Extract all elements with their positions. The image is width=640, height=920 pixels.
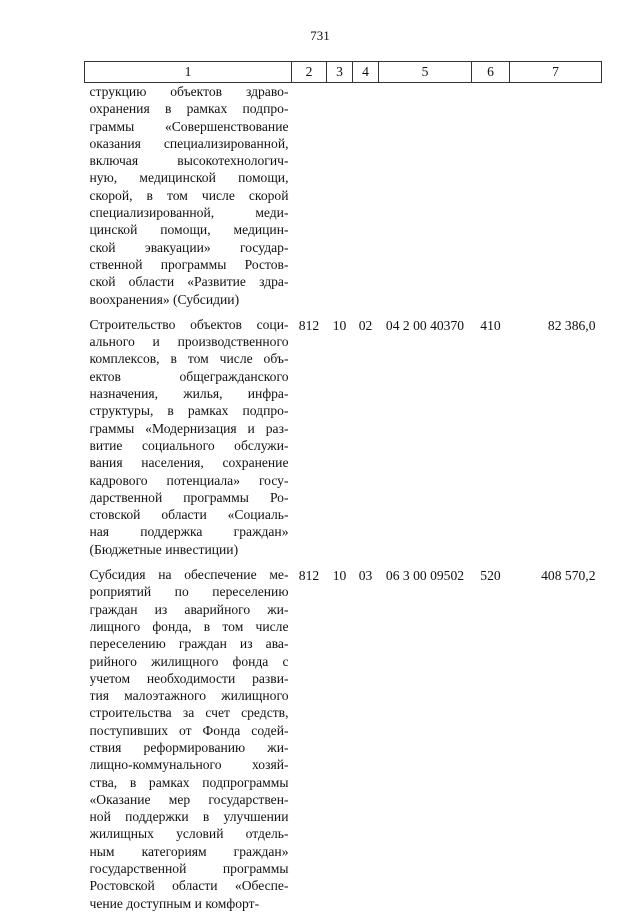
ministry-code: [292, 83, 327, 316]
description-line: скорой, в том числе скорой: [89, 187, 289, 203]
description-line: тия малоэтажного жилищного: [89, 688, 289, 704]
header-col-2: 2: [292, 62, 327, 83]
description-line: рийного жилищного фонда с: [89, 653, 289, 669]
description-line: роприятий по переселению: [89, 584, 289, 600]
target-article-code: 04 2 00 40370: [385, 317, 465, 333]
table-row: [85, 83, 602, 316]
description-line: лищно-коммунального хозяй-: [89, 757, 289, 773]
description-line: (Бюджетные инвестиции): [89, 541, 239, 557]
expense-type-code: 520: [480, 568, 501, 584]
description-line: ектов общегражданского: [89, 368, 289, 384]
description-line: Ростовской области «Обеспе-: [89, 878, 289, 894]
description-line: Строительство объектов соци-: [89, 316, 289, 332]
description-line: строительства за счет средств,: [89, 705, 289, 721]
page-number: 731: [310, 28, 330, 43]
description-line: специализированной, меди-: [89, 205, 289, 221]
subsection-code: [353, 83, 379, 316]
description-line: государственной программы: [89, 861, 289, 877]
description-line: ным категориям граждан»: [89, 843, 289, 859]
amount: 82 386,0: [547, 317, 596, 333]
expense-type-code: [472, 83, 510, 316]
header-col-7: 7: [510, 62, 602, 83]
budget-table: [84, 61, 602, 920]
description-line: ной поддержки в улучшении: [89, 809, 289, 825]
description-line: назначения, жилья, инфра-: [89, 386, 289, 402]
section-code: [327, 83, 353, 316]
description-line: ную, медицинской помощи,: [89, 170, 289, 186]
description-line: воохранения» (Субсидии): [89, 291, 240, 307]
description-line: ствия реформированию жи-: [89, 739, 289, 755]
subsection-code: 03: [358, 568, 373, 584]
description-line: кадрового потенциала» госу-: [89, 472, 289, 488]
expense-type-code: 410: [480, 317, 501, 333]
section-code: 10: [332, 568, 347, 584]
description-line: стовской области «Социаль-: [89, 507, 289, 523]
header-col-5: 5: [379, 62, 472, 83]
description-line: струкцию объектов здраво-: [89, 84, 289, 99]
description-line: чение доступным и комфорт-: [89, 895, 260, 911]
header-col-6: 6: [472, 62, 510, 83]
description-line: комплексов, в том числе объ-: [89, 351, 289, 367]
row-description: [85, 83, 292, 316]
description-line: граммы «Модернизация и раз-: [89, 420, 289, 436]
row-description: [85, 566, 292, 920]
description-line: Субсидия на обеспечение ме-: [89, 567, 289, 583]
description-line: переселению граждан из ава-: [89, 636, 289, 652]
description-line: цинской помощи, медицин-: [89, 222, 289, 238]
amount: 408 570,2: [541, 568, 596, 584]
header-col-4: 4: [353, 62, 379, 83]
description-line: охранения в рамках подпро-: [89, 101, 289, 117]
header-col-1: 1: [85, 62, 292, 83]
table-row: [85, 316, 602, 566]
description-line: ства, в рамках подпрограммы: [89, 774, 289, 790]
target-article-code: 06 3 00 09502: [385, 568, 465, 584]
row-description: [85, 316, 292, 566]
description-line: ской эвакуации» государ-: [89, 239, 289, 255]
header-col-3: 3: [327, 62, 353, 83]
description-line: дарственной программы Ро-: [89, 489, 289, 505]
ministry-code: 812: [298, 317, 320, 333]
description-line: лищного фонда, в том числе: [89, 618, 289, 634]
table-row: [85, 566, 602, 920]
subsection-code: 02: [358, 317, 373, 333]
description-line: граммы «Совершенствование: [89, 118, 289, 134]
description-line: ная поддержка граждан»: [89, 524, 289, 540]
description-line: оказания специализированной,: [89, 135, 289, 151]
description-line: учетом необходимости разви-: [89, 670, 289, 686]
description-line: включая высокотехнологич-: [89, 153, 289, 169]
amount: [510, 83, 602, 316]
description-line: «Оказание мер государствен-: [89, 791, 289, 807]
ministry-code: 812: [298, 568, 320, 584]
description-line: ственной программы Ростов-: [89, 256, 289, 272]
description-line: вания населения, сохранение: [89, 455, 289, 471]
description-line: витие социального обслужи-: [89, 437, 289, 453]
description-line: ального и производственного: [89, 334, 289, 350]
description-line: структуры, в рамках подпро-: [89, 403, 289, 419]
target-article-code: [379, 83, 472, 316]
header-row: [85, 62, 602, 83]
section-code: 10: [332, 317, 347, 333]
description-line: поступивших от Фонда содей-: [89, 722, 289, 738]
description-line: граждан из аварийного жи-: [89, 601, 289, 617]
description-line: ской области «Развитие здра-: [89, 274, 289, 290]
description-line: жилищных условий отдель-: [89, 826, 289, 842]
